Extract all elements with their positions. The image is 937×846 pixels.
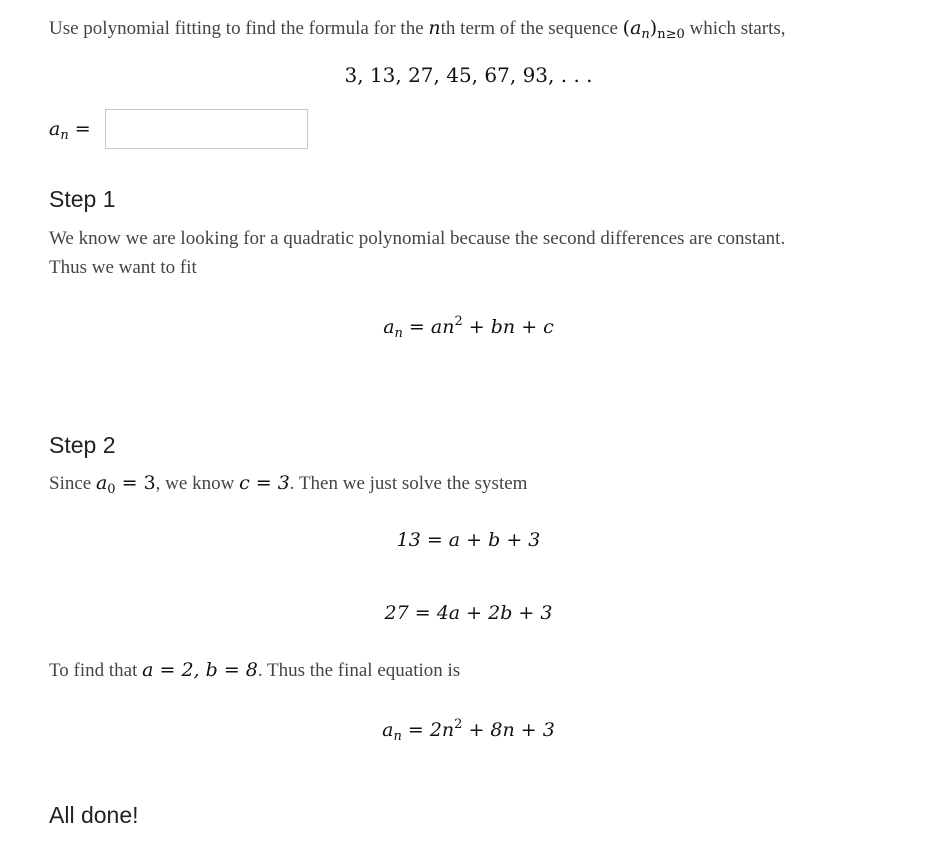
eq1-rest: + bn + c	[462, 316, 554, 338]
seq-outer-sub: n≥0	[657, 27, 685, 42]
answer-label-var: a	[49, 118, 61, 140]
a0-var: a	[95, 472, 108, 494]
a0-sub: 0	[107, 482, 116, 497]
ab-values: a = 2, b = 8	[142, 659, 258, 681]
solution-text	[49, 656, 460, 685]
tofind-text: To find that	[49, 660, 143, 681]
question-outro: which starts,	[684, 18, 786, 39]
seq-open: (	[622, 17, 631, 39]
all-done-text: All done!	[49, 802, 139, 828]
then-text: . Then we just solve the system	[289, 473, 528, 494]
step1-text	[49, 224, 785, 282]
final-lhs-var: a	[382, 719, 394, 741]
nth-var: n	[428, 17, 441, 39]
answer-input[interactable]	[105, 109, 308, 149]
step2-heading: Step 2	[49, 432, 116, 458]
since-text: Since	[49, 473, 96, 494]
system-eq1-text: 13 = a + b + 3	[396, 529, 541, 551]
eq1-lhs-sub: n	[394, 326, 403, 341]
thus-text: . Thus the final equation is	[257, 660, 461, 681]
system-eq2	[0, 602, 937, 624]
a0-expr	[95, 472, 156, 497]
step1-text-line2: Thus we want to fit	[49, 257, 197, 278]
question-prompt	[49, 14, 786, 43]
question-nth-suffix: th term of the sequence	[440, 18, 623, 39]
we-know-text: , we know	[155, 473, 240, 494]
sequence-values: 3, 13, 27, 45, 67, 93, . . .	[344, 63, 593, 87]
step1-equation	[0, 314, 937, 341]
seq-sub: n	[641, 27, 650, 42]
eq1-lhs-var: a	[383, 316, 395, 338]
final-mid: = 2n	[401, 719, 455, 741]
step2-text	[49, 469, 527, 498]
final-lhs-sub: n	[393, 729, 402, 744]
seq-var: a	[630, 17, 642, 39]
c-expr: c = 3	[239, 472, 290, 494]
final-equation	[0, 717, 937, 744]
step1-heading: Step 1	[49, 186, 116, 212]
eq1-mid: =	[402, 316, 431, 338]
system-eq2-text: 27 = 4a + 2b + 3	[384, 602, 553, 624]
step1-text-line1: We know we are looking for a quadratic polynomial because the second differences are constant.	[49, 228, 786, 249]
system-eq1	[0, 529, 937, 551]
final-exp: 2	[454, 717, 463, 732]
answer-label	[49, 118, 91, 143]
question-intro: Use polynomial fitting to find the formula for the	[49, 18, 429, 39]
final-rest: + 8n + 3	[462, 719, 555, 741]
seq-close: )	[649, 17, 658, 39]
eq1-exp: 2	[454, 314, 463, 329]
eq1-a: an	[430, 316, 455, 338]
sequence-notation	[622, 17, 685, 42]
answer-label-sub: n	[60, 128, 69, 143]
answer-label-eq: =	[68, 118, 91, 140]
a0-eq: = 3	[115, 472, 156, 494]
